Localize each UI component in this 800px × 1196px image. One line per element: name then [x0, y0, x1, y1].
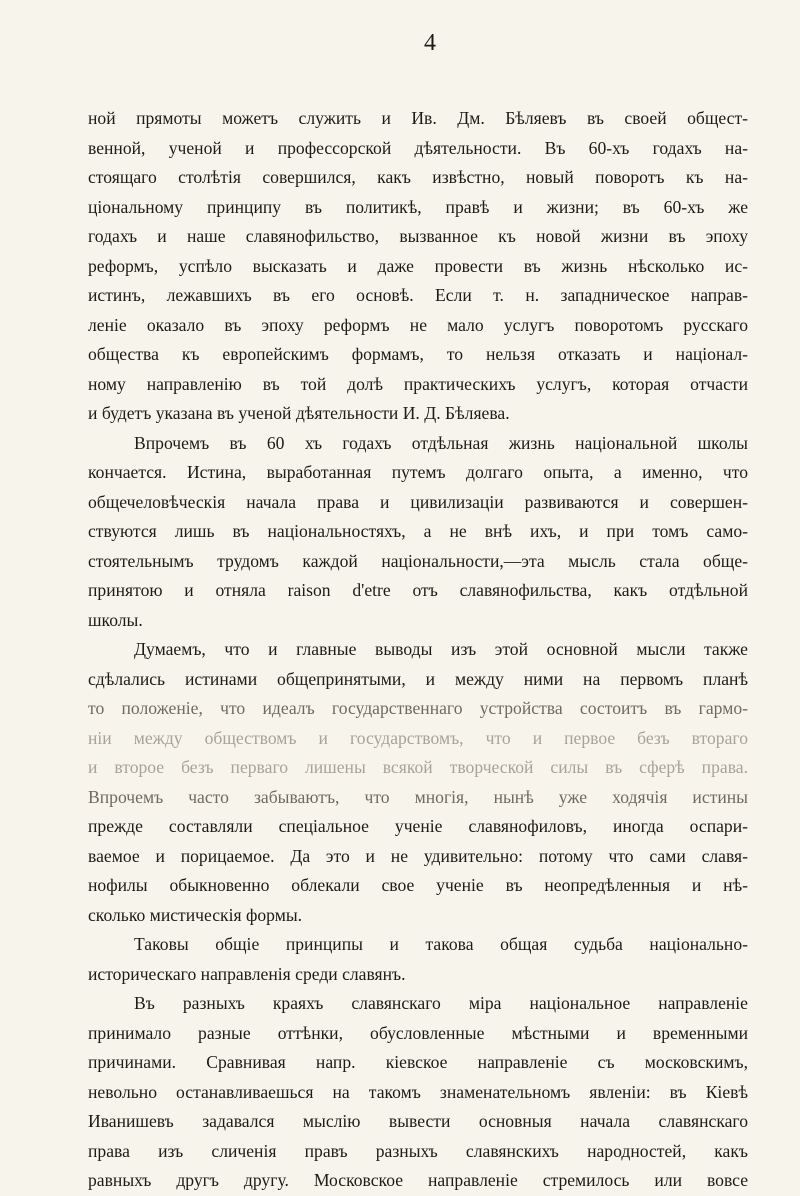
- text-line: и второе безъ перваго лишены всякой творческой силы въ сферѣ права.: [88, 757, 748, 777]
- text-line: равныхъ другъ другу. Московское направленіе стремилось или вовсе: [88, 1170, 748, 1190]
- text-line: школы.: [88, 609, 143, 630]
- text-line: ному направленію въ той долѣ практическихъ услугъ, которая отчасти: [88, 373, 748, 394]
- text-line: стоятельнымъ трудомъ каждой національности,—эта мысль стала обще-: [88, 550, 748, 571]
- text-line: Въ разныхъ краяхъ славянскаго міра національное направленіе: [134, 993, 748, 1013]
- page-number: 4: [424, 30, 436, 56]
- text-line: Думаемъ, что и главные выводы изъ этой основной мысли также: [134, 639, 748, 659]
- text-line: ніи между обществомъ и государствомъ, что и первое безъ втораго: [88, 727, 748, 748]
- paragraph-5: [88, 989, 748, 1196]
- text-line: годахъ и наше славянофильство, вызванное къ новой жизни въ эпоху: [88, 226, 748, 246]
- text-line: ствуются лишь въ національностяхъ, а не внѣ ихъ, и при томъ само-: [88, 521, 748, 541]
- text-line: права изъ сличенія правъ разныхъ славянскихъ народностей, какъ: [88, 1140, 748, 1161]
- text-line: причинами. Сравнивая напр. кіевское направленіе съ московскимъ,: [88, 1052, 748, 1072]
- text-line: нофилы обыкновенно облекали свое ученіе въ неопредѣленныя и нѣ-: [88, 875, 748, 895]
- text-line: и будетъ указана въ ученой дѣятельности И. Д. Бѣляева.: [88, 403, 510, 423]
- text-line: реформъ, успѣло высказать и даже провести въ жизнь нѣсколько ис-: [88, 255, 748, 276]
- text-line: Впрочемъ въ 60 хъ годахъ отдѣльная жизнь національной школы: [134, 432, 748, 453]
- text-line: ной прямоты можетъ служить и Ив. Дм. Бѣляевъ въ своей общест-: [88, 108, 748, 128]
- text-line: кончается. Истина, выработанная путемъ долгаго опыта, а именно, что: [88, 462, 748, 482]
- text-line: невольно останавливаешься на такомъ знаменательномъ явленіи: въ Кіевѣ: [88, 1081, 748, 1102]
- text-line: принимало разные оттѣнки, обусловленные мѣстными и временными: [88, 1022, 748, 1043]
- text-line: Иванишевъ задавался мыслію вывести основныя начала славянскаго: [88, 1111, 748, 1131]
- text-line: принятою и отняла raison d'etre отъ славянофильства, какъ отдѣльной: [88, 580, 748, 600]
- text-line: леніе оказало въ эпоху реформъ не мало услугъ поворотомъ русскаго: [88, 314, 748, 335]
- text-line: общества къ европейскимъ формамъ, то нельзя отказать и націонал-: [88, 344, 748, 364]
- text-line: сколько мистическія формы.: [88, 904, 303, 925]
- paragraph-3: [88, 635, 748, 930]
- text-line: историческаго направленія среди славянъ.: [88, 963, 406, 984]
- paragraph-4: [88, 930, 748, 989]
- text-line: стоящаго столѣтія совершился, какъ извѣстно, новый поворотъ къ на-: [88, 167, 748, 187]
- paragraph-2: [88, 429, 748, 636]
- text-line: венной, ученой и профессорской дѣятельности. Въ 60-хъ годахъ на-: [88, 137, 748, 158]
- text-line: истинъ, лежавшихъ въ его основѣ. Если т. н. западническое направ-: [88, 285, 748, 305]
- text-line: Впрочемъ часто забываютъ, что многія, нынѣ уже ходячія истины: [88, 786, 748, 807]
- text-line: то положеніе, что идеалъ государственнаго устройства состоитъ въ гармо-: [88, 698, 748, 718]
- text-line: ваемое и порицаемое. Да это и не удивительно: потому что сами славя-: [88, 845, 748, 866]
- text-line: ціональному принципу въ политикѣ, правѣ и жизни; въ 60-хъ же: [88, 196, 748, 217]
- text-line: сдѣлались истинами общепринятыми, и между ними на первомъ планѣ: [88, 668, 748, 689]
- text-line: прежде составляли спеціальное ученіе славянофиловъ, иногда оспари-: [88, 816, 748, 836]
- paragraph-1: [88, 104, 748, 429]
- text-line: общечеловѣческія начала права и цивилизаціи развиваются и совершен-: [88, 491, 748, 512]
- text-line: Таковы общіе принципы и такова общая судьба національно-: [134, 934, 748, 954]
